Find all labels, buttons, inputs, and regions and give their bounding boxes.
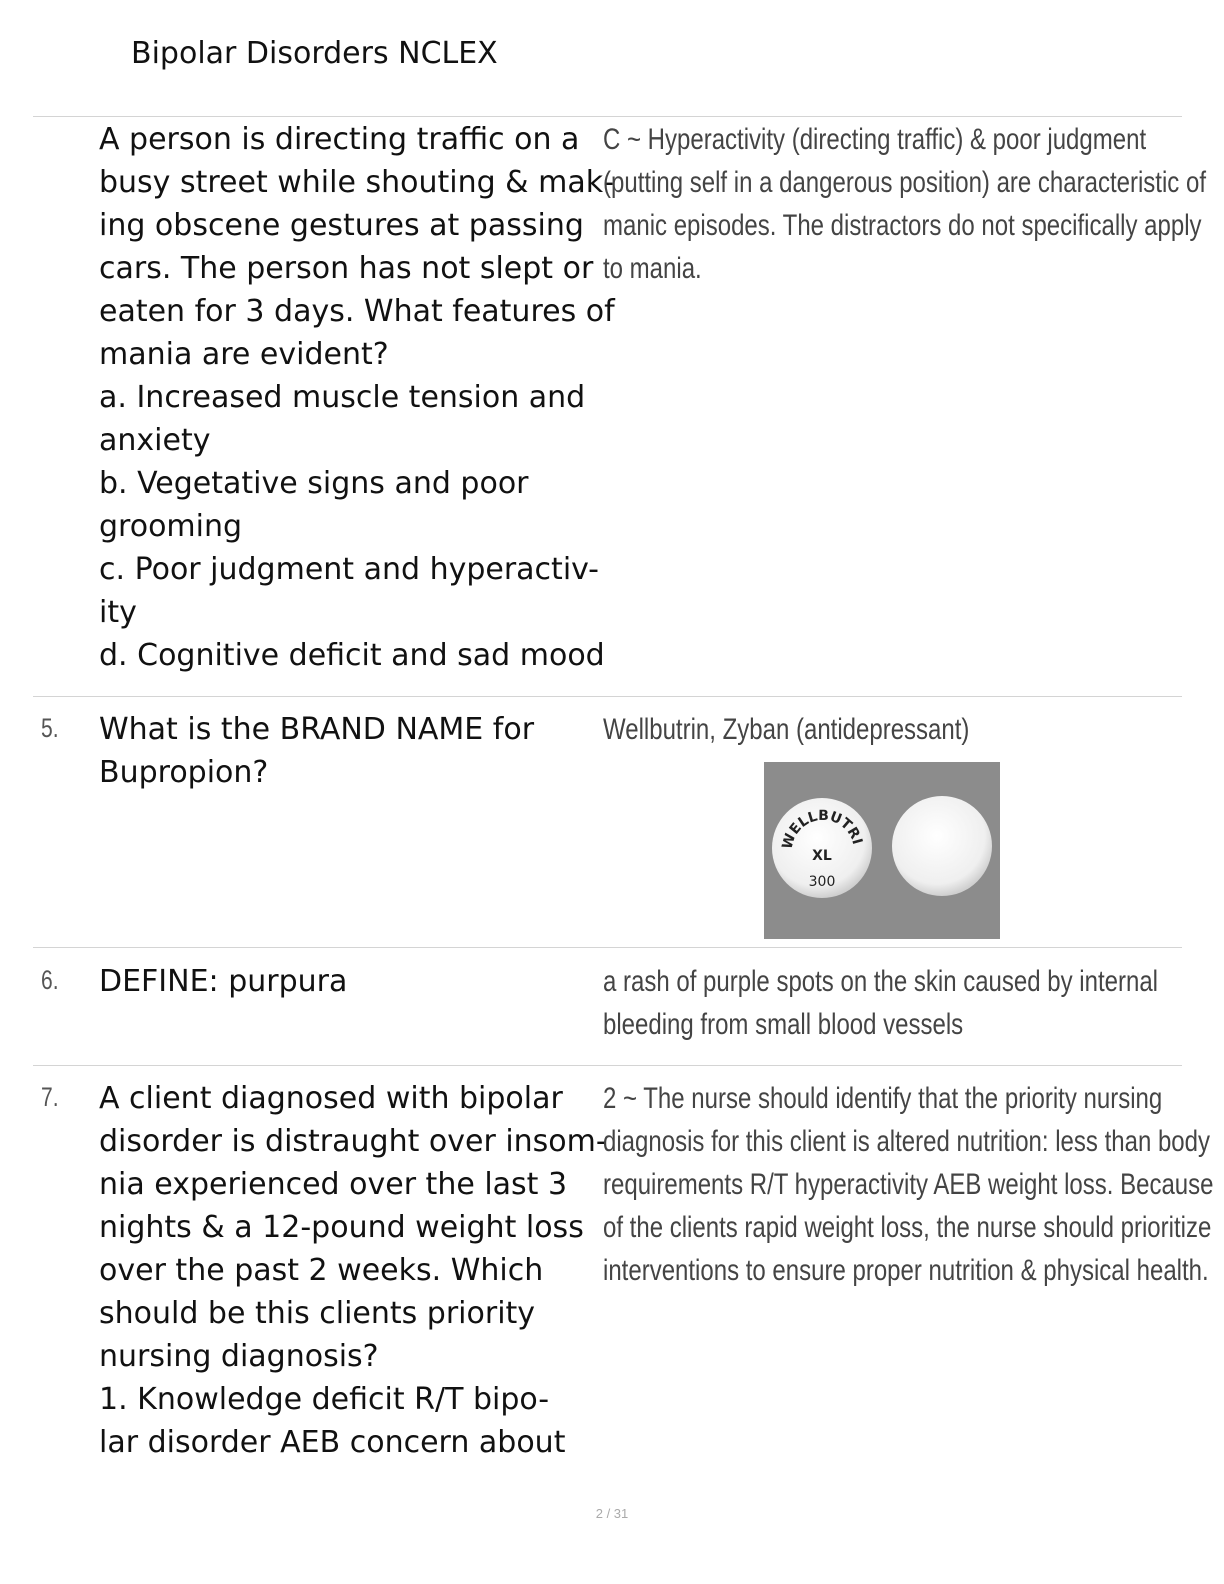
definition-line: a rash of purple spots on the skin caused by internal [603,965,1158,998]
term-line: nursing diagnosis? [99,1339,379,1374]
card-term [99,708,605,794]
definition-line: Wellbutrin, Zyban (antidepressant) [603,713,970,746]
pill-illustration [764,762,1000,939]
card-definition [603,708,1203,751]
definition-line: (putting self in a dangerous position) are characteristic of [603,166,1206,199]
card-divider [33,947,1182,948]
term-line: DEFINE: purpura [99,964,348,999]
definition-line: bleeding from small blood vessels [603,1008,964,1041]
card-divider [33,116,1182,117]
pill-imprint-xl: XL [812,848,832,864]
definition-line: manic episodes. The distractors do not specifically apply [603,209,1202,242]
page-indicator: 2 / 31 [595,1506,629,1521]
term-line: 1. Knowledge deficit R/T bipo- [99,1382,550,1417]
definition-line: requirements R/T hyperactivity AEB weight loss. Because [603,1168,1214,1201]
pill-imprint-arc: WELLBUTRI [779,807,866,851]
card-number: 5. [41,713,59,743]
definition-line: of the clients rapid weight loss, the nurse should prioritize [603,1211,1212,1244]
term-line: nights & a 12-pound weight loss [99,1210,584,1245]
term-line: ing obscene gestures at passing [99,208,584,243]
term-line: mania are evident? [99,337,389,372]
pill-imprint-dose: 300 [808,874,836,890]
card-definition [603,1077,1214,1292]
term-line: What is the BRAND NAME for [99,712,535,747]
term-line: anxiety [99,423,211,458]
definition-line: to mania. [603,252,702,285]
card-number: 7. [41,1082,59,1112]
term-line: ity [99,595,137,630]
term-line: should be this clients priority [99,1296,536,1331]
document-title: Bipolar Disorders NCLEX [131,36,498,71]
term-line: c. Poor judgment and hyperactiv- [99,552,599,587]
term-line: Bupropion? [99,755,269,790]
term-line: a. Increased muscle tension and [99,380,586,415]
blank-pill [892,796,992,896]
term-line: d. Cognitive deficit and sad mood [99,638,605,673]
term-line: lar disorder AEB concern about [99,1425,566,1460]
term-line: b. Vegetative signs and poor [99,466,529,501]
definition-line: interventions to ensure proper nutrition & physical health. [603,1254,1209,1287]
card-term [99,118,615,677]
card-divider [33,1065,1182,1066]
term-line: busy street while shouting & mak- [99,165,614,200]
card-divider [33,696,1182,697]
definition-line: 2 ~ The nurse should identify that the priority nursing [603,1082,1163,1115]
card-term [99,960,605,1003]
card-term [99,1077,605,1464]
term-line: grooming [99,509,243,544]
term-line: over the past 2 weeks. Which [99,1253,544,1288]
wellbutrin-pill-image [764,762,1000,939]
term-line: cars. The person has not slept or [99,251,594,286]
definition-line: diagnosis for this client is altered nutrition: less than body [603,1125,1210,1158]
card-definition [603,960,1203,1046]
term-line: A client diagnosed with bipolar [99,1081,563,1116]
term-line: A person is directing traffic on a [99,122,580,157]
term-line: eaten for 3 days. What features of [99,294,615,329]
card-number: 6. [41,965,59,995]
term-line: nia experienced over the last 3 [99,1167,568,1202]
card-definition [603,118,1206,290]
definition-line: C ~ Hyperactivity (directing traffic) & poor judgment [603,123,1147,156]
term-line: disorder is distraught over insom- [99,1124,607,1159]
